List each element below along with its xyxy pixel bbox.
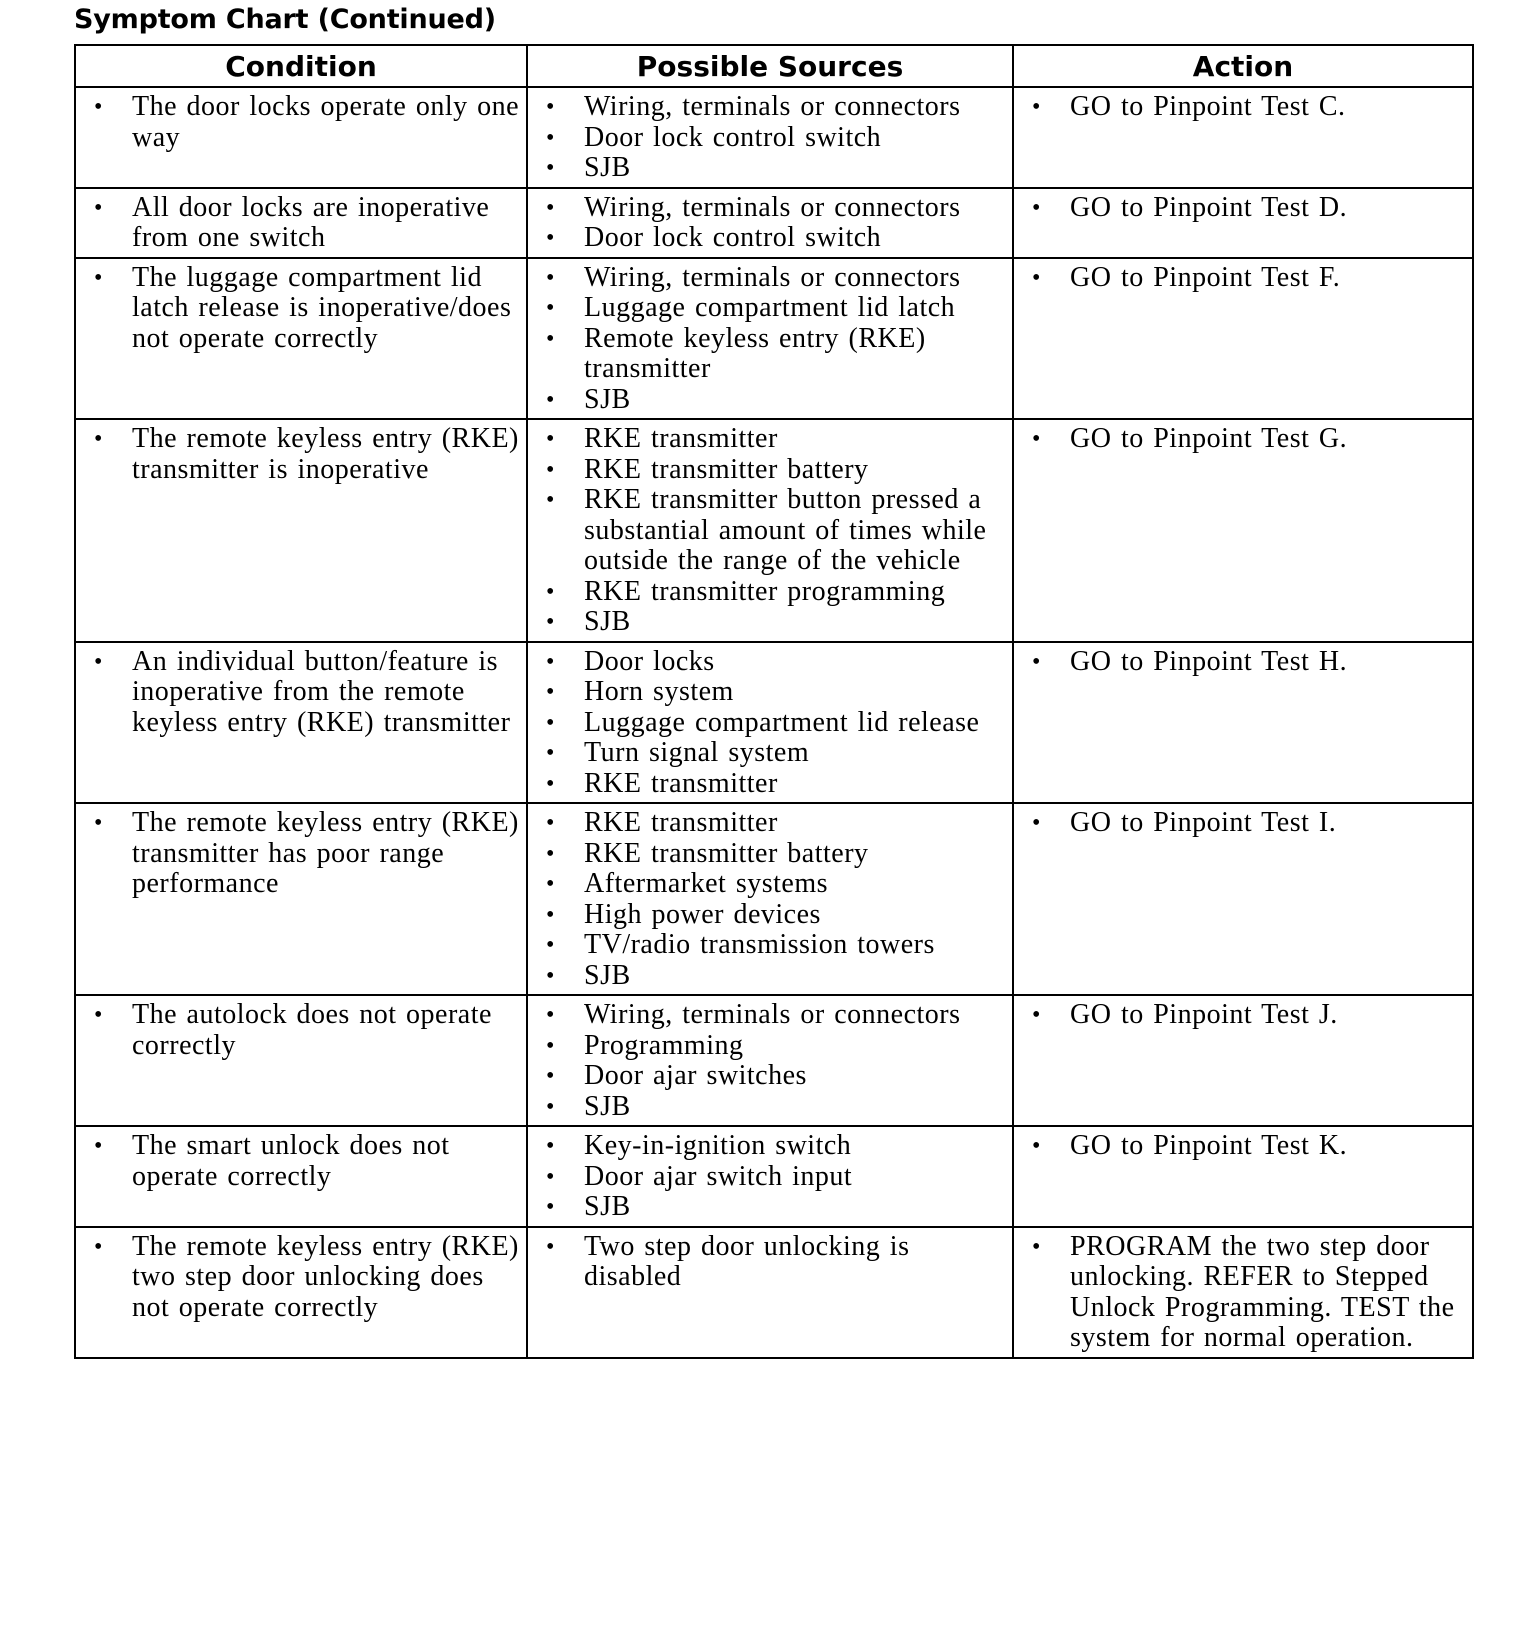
symptom-chart-table xyxy=(74,44,1474,1359)
action-cell xyxy=(1013,803,1473,995)
possible-source-item: • Wiring, terminals or connectors xyxy=(540,1000,1006,1031)
table-row xyxy=(75,419,1473,642)
possible-source-item: • Luggage compartment lid latch xyxy=(540,293,1006,324)
possible-source-item: • Wiring, terminals or connectors xyxy=(540,263,1006,294)
bullet-list xyxy=(88,647,520,739)
table-row xyxy=(75,1126,1473,1227)
page-title: Symptom Chart (Continued) xyxy=(74,4,496,35)
possible-source-item: • Wiring, terminals or connectors xyxy=(540,92,1006,123)
bullet-list xyxy=(540,263,1006,416)
bullet-list xyxy=(540,647,1006,800)
bullet-list xyxy=(1026,263,1466,294)
action-cell xyxy=(1013,188,1473,258)
column-header-condition: Condition xyxy=(75,45,527,87)
action-text: • GO to Pinpoint Test H. xyxy=(1026,647,1466,678)
bullet-list xyxy=(88,1000,520,1061)
possible-source-item: • Key-in-ignition switch xyxy=(540,1131,1006,1162)
possible-source-item: • Door ajar switches xyxy=(540,1061,1006,1092)
condition-cell xyxy=(75,1126,527,1227)
action-text: • GO to Pinpoint Test C. xyxy=(1026,92,1466,123)
condition-text: • An individual button/feature is inoperative from the remote keyless entry (RKE) transmitter xyxy=(88,647,520,739)
condition-text: • The remote keyless entry (RKE) two step door unlocking does not operate correctly xyxy=(88,1232,520,1324)
possible-source-item: • RKE transmitter xyxy=(540,424,1006,455)
possible-sources-cell xyxy=(527,258,1013,420)
possible-sources-cell xyxy=(527,188,1013,258)
possible-source-item: • SJB xyxy=(540,607,1006,638)
possible-sources-cell xyxy=(527,642,1013,804)
possible-source-item: • Programming xyxy=(540,1031,1006,1062)
possible-source-item: • Door lock control switch xyxy=(540,223,1006,254)
possible-source-item: • Luggage compartment lid release xyxy=(540,708,1006,739)
table-row xyxy=(75,188,1473,258)
action-text: • GO to Pinpoint Test D. xyxy=(1026,193,1466,224)
bullet-list xyxy=(88,424,520,485)
column-header-sources: Possible Sources xyxy=(527,45,1013,87)
action-cell xyxy=(1013,995,1473,1126)
condition-cell xyxy=(75,642,527,804)
table-row xyxy=(75,1227,1473,1358)
bullet-list xyxy=(1026,424,1466,455)
bullet-list xyxy=(1026,193,1466,224)
bullet-list xyxy=(1026,1000,1466,1031)
possible-source-item: • TV/radio transmission towers xyxy=(540,930,1006,961)
bullet-list xyxy=(88,92,520,153)
condition-cell xyxy=(75,87,527,188)
action-cell xyxy=(1013,642,1473,804)
condition-text: • The remote keyless entry (RKE) transmitter is inoperative xyxy=(88,424,520,485)
possible-source-item: • RKE transmitter xyxy=(540,808,1006,839)
possible-sources-cell xyxy=(527,419,1013,642)
column-header-action: Action xyxy=(1013,45,1473,87)
action-text: • GO to Pinpoint Test I. xyxy=(1026,808,1466,839)
bullet-list xyxy=(1026,647,1466,678)
condition-text: • The remote keyless entry (RKE) transmitter has poor range performance xyxy=(88,808,520,900)
possible-source-item: • SJB xyxy=(540,1092,1006,1123)
possible-sources-cell xyxy=(527,87,1013,188)
possible-source-item: • Two step door unlocking is disabled xyxy=(540,1232,1006,1293)
bullet-list xyxy=(540,808,1006,991)
condition-cell xyxy=(75,995,527,1126)
bullet-list xyxy=(88,193,520,254)
possible-source-item: • Wiring, terminals or connectors xyxy=(540,193,1006,224)
possible-source-item: • Horn system xyxy=(540,677,1006,708)
table-body xyxy=(75,87,1473,1358)
condition-cell xyxy=(75,258,527,420)
action-text: • GO to Pinpoint Test J. xyxy=(1026,1000,1466,1031)
bullet-list xyxy=(88,263,520,355)
table-row xyxy=(75,642,1473,804)
bullet-list xyxy=(1026,92,1466,123)
possible-source-item: • RKE transmitter button pressed a substantial amount of times while outside the range of the vehicle xyxy=(540,485,1006,577)
possible-source-item: • SJB xyxy=(540,153,1006,184)
possible-sources-cell xyxy=(527,995,1013,1126)
bullet-list xyxy=(88,1232,520,1324)
condition-text: • The luggage compartment lid latch release is inoperative/does not operate correctly xyxy=(88,263,520,355)
possible-source-item: • High power devices xyxy=(540,900,1006,931)
bullet-list xyxy=(540,424,1006,638)
action-text: • PROGRAM the two step door unlocking. REFER to Stepped Unlock Programming. TEST the system for normal operation. xyxy=(1026,1232,1466,1354)
possible-source-item: • SJB xyxy=(540,385,1006,416)
table-row xyxy=(75,87,1473,188)
action-text: • GO to Pinpoint Test G. xyxy=(1026,424,1466,455)
possible-source-item: • Remote keyless entry (RKE) transmitter xyxy=(540,324,1006,385)
possible-source-item: • RKE transmitter battery xyxy=(540,839,1006,870)
possible-source-item: • RKE transmitter programming xyxy=(540,577,1006,608)
condition-text: • All door locks are inoperative from one switch xyxy=(88,193,520,254)
possible-sources-cell xyxy=(527,803,1013,995)
possible-sources-cell xyxy=(527,1227,1013,1358)
bullet-list xyxy=(540,193,1006,254)
bullet-list xyxy=(540,92,1006,184)
condition-cell xyxy=(75,1227,527,1358)
table-header-row xyxy=(75,45,1473,87)
bullet-list xyxy=(540,1000,1006,1122)
bullet-list xyxy=(540,1232,1006,1293)
bullet-list xyxy=(1026,1232,1466,1354)
possible-source-item: • SJB xyxy=(540,961,1006,992)
action-cell xyxy=(1013,87,1473,188)
condition-cell xyxy=(75,188,527,258)
condition-text: • The autolock does not operate correctly xyxy=(88,1000,520,1061)
action-text: • GO to Pinpoint Test K. xyxy=(1026,1131,1466,1162)
condition-text: • The smart unlock does not operate correctly xyxy=(88,1131,520,1192)
bullet-list xyxy=(88,1131,520,1192)
possible-source-item: • Door lock control switch xyxy=(540,123,1006,154)
action-text: • GO to Pinpoint Test F. xyxy=(1026,263,1466,294)
bullet-list xyxy=(540,1131,1006,1223)
action-cell xyxy=(1013,1227,1473,1358)
possible-source-item: • Aftermarket systems xyxy=(540,869,1006,900)
condition-text: • The door locks operate only one way xyxy=(88,92,520,153)
condition-cell xyxy=(75,419,527,642)
possible-source-item: • SJB xyxy=(540,1192,1006,1223)
possible-source-item: • Door ajar switch input xyxy=(540,1162,1006,1193)
bullet-list xyxy=(1026,1131,1466,1162)
possible-source-item: • Door locks xyxy=(540,647,1006,678)
possible-source-item: • RKE transmitter battery xyxy=(540,455,1006,486)
possible-source-item: • RKE transmitter xyxy=(540,769,1006,800)
bullet-list xyxy=(1026,808,1466,839)
bullet-list xyxy=(88,808,520,900)
table-row xyxy=(75,995,1473,1126)
possible-sources-cell xyxy=(527,1126,1013,1227)
action-cell xyxy=(1013,1126,1473,1227)
table-row xyxy=(75,803,1473,995)
action-cell xyxy=(1013,419,1473,642)
action-cell xyxy=(1013,258,1473,420)
condition-cell xyxy=(75,803,527,995)
table-row xyxy=(75,258,1473,420)
possible-source-item: • Turn signal system xyxy=(540,738,1006,769)
